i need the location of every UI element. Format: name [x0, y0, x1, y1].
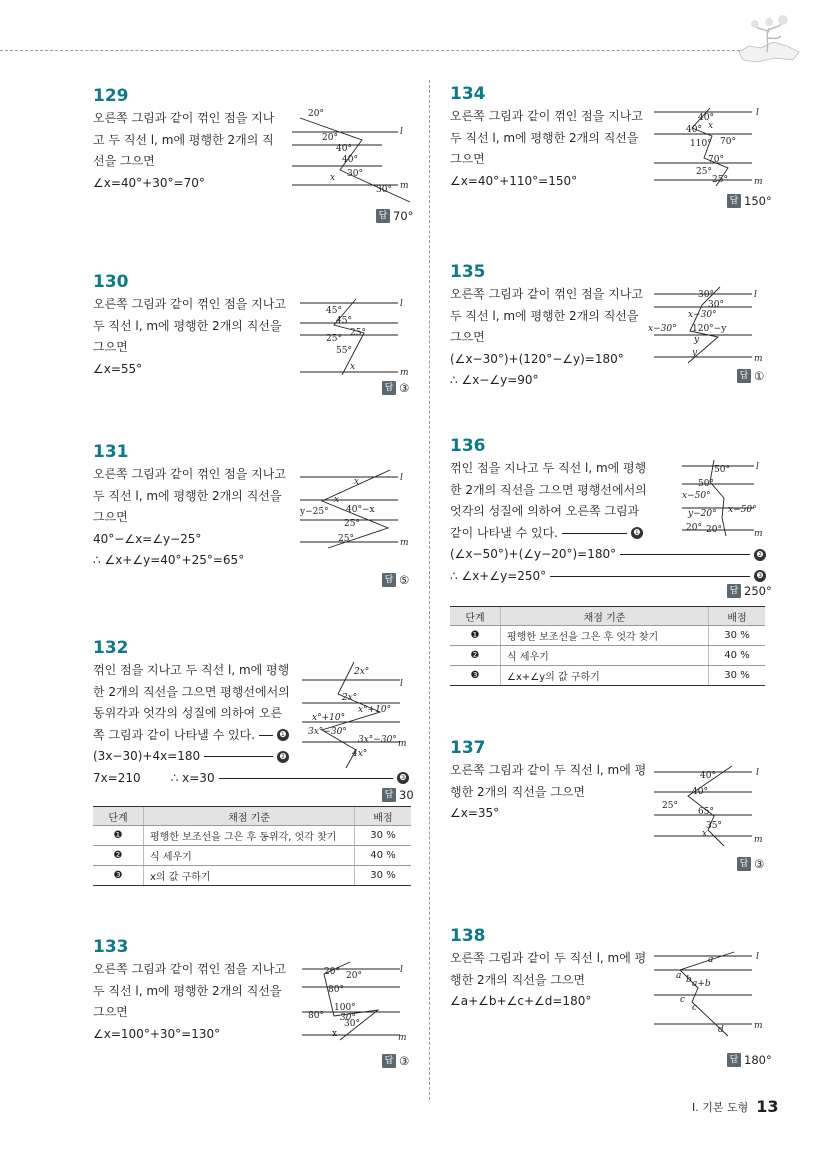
table-cell: 배점: [709, 607, 766, 626]
answer-value: 70°: [393, 209, 414, 223]
answer-135: [737, 369, 764, 383]
answer-value: 150°: [744, 194, 772, 208]
table-row: [450, 666, 765, 686]
answer-mark-icon: 답: [382, 381, 396, 395]
angle-label: l: [756, 462, 759, 472]
angle-label: 30°: [708, 300, 724, 310]
solution-line: ∠x=40°+30°=70°: [93, 175, 205, 190]
header-rule: [0, 50, 745, 51]
answer-134: [727, 194, 772, 208]
table-cell: 40 %: [709, 646, 766, 666]
angle-label: 20°: [324, 967, 340, 977]
table-cell: 30 %: [709, 666, 766, 686]
answer-130: [382, 381, 409, 395]
solution-line: 두 직선 l, m에 평행한 2개의 직선을: [93, 318, 282, 333]
figure-138: [652, 950, 767, 1038]
angle-label: 40°: [700, 771, 716, 781]
figure-136: [680, 458, 770, 538]
table-cell: 배점: [355, 807, 412, 826]
step-1-icon: ❶: [631, 527, 643, 539]
table-cell: ∠x+∠y의 값 구하기: [501, 666, 709, 686]
table-cell: ❸: [450, 666, 501, 686]
solution-line: 한 2개의 직선을 그으면 평행선에서의: [93, 684, 290, 699]
solution-line: 오른쪽 그림과 같이 꺾인 점을 지나고: [450, 287, 643, 301]
answer-value: ③: [399, 1054, 410, 1068]
answer-value: ③: [754, 857, 765, 871]
angle-label: x: [332, 1029, 338, 1039]
angle-label: l: [400, 679, 403, 689]
solution-line: 오른쪽 그림과 같이 꺾인 점을 지나고: [450, 109, 643, 123]
solution-line: 7x=210 ∴ x=30 ❸: [93, 768, 409, 790]
answer-value: ①: [754, 369, 765, 383]
figure-133: [300, 960, 415, 1042]
angle-label: l: [400, 127, 403, 137]
angle-label: a+b: [692, 979, 711, 989]
table-cell: ❷: [93, 846, 144, 866]
angle-label: b: [686, 975, 692, 985]
angle-label: 30°: [340, 1013, 356, 1023]
step-2-icon: ❷: [754, 549, 766, 561]
angle-label: l: [400, 299, 403, 309]
angle-label: x°+10°: [358, 705, 392, 715]
angle-label: x−30°: [688, 310, 717, 320]
answer-mark-icon: 답: [382, 788, 396, 802]
angle-label: m: [754, 177, 763, 187]
angle-label: 100°: [334, 1003, 356, 1013]
step-2-icon: ❷: [277, 751, 289, 763]
solution-line: ∠x=100°+30°=130°: [93, 1026, 221, 1041]
angle-label: 40°: [698, 113, 714, 123]
solution-line: 오른쪽 그림과 같이 꺾인 점을 지나고: [93, 467, 286, 481]
table-cell: 채점 기준: [501, 607, 709, 626]
solution-line: (∠x−50°)+(∠y−20°)=180° ❷: [450, 544, 766, 566]
angle-label: x: [334, 495, 340, 505]
solution-line: ∴ ∠x−∠y=90°: [450, 373, 539, 387]
table-cell: 30 %: [709, 626, 766, 646]
tree-logo-icon: [735, 8, 805, 66]
table-cell: 식 세우기: [501, 646, 709, 666]
solution-line: 그으면: [93, 1005, 128, 1019]
angle-label: 40°−x: [346, 505, 375, 515]
angle-label: m: [400, 368, 409, 378]
problem-number: 136: [450, 436, 486, 456]
answer-value: ③: [399, 381, 410, 395]
solution-line: 같이 나타낼 수 있다. ❶: [450, 523, 643, 545]
solution-line: 두 직선 l, m에 평행한 2개의 직선을: [93, 983, 282, 998]
angle-label: c: [692, 1003, 698, 1013]
solution-line: 두 직선 l, m에 평행한 2개의 직선을: [450, 130, 639, 145]
angle-label: d: [718, 1025, 724, 1035]
angle-label: 25°: [662, 801, 678, 811]
table-cell: 식 세우기: [144, 846, 355, 866]
answer-value: 180°: [744, 1053, 772, 1067]
solution-line: ∠a+∠b+∠c+∠d=180°: [450, 994, 592, 1008]
angle-label: 40°: [686, 125, 702, 135]
angle-label: 45°: [336, 316, 352, 326]
solution-line: 오른쪽 그림과 같이 꺾인 점을 지나고: [93, 297, 286, 311]
angle-label: m: [754, 529, 763, 539]
answer-mark-icon: 답: [737, 857, 751, 871]
answer-value: 30: [399, 788, 414, 802]
table-cell: 평행한 보조선을 그은 후 동위각, 엇각 찾기: [144, 826, 355, 846]
angle-label: 110°: [690, 139, 712, 149]
solution-line: 두 직선 l, m에 평행한 2개의 직선을: [450, 308, 639, 323]
answer-mark-icon: 답: [737, 369, 751, 383]
angle-label: 20°: [322, 133, 338, 143]
solution-line: 꺾인 점을 지나고 두 직선 l, m에 평행: [450, 461, 647, 475]
angle-label: l: [754, 290, 757, 300]
table-cell: 단계: [450, 607, 501, 626]
table-cell: 평행한 보조선을 그은 후 엇각 찾기: [501, 626, 709, 646]
solution-line: ∠x=55°: [93, 361, 143, 376]
angle-label: 30°: [698, 290, 714, 300]
answer-value: ⑤: [399, 573, 410, 587]
solution-line: 그으면: [93, 340, 128, 354]
angle-label: y−25°: [300, 507, 329, 517]
step-1-icon: ❶: [277, 729, 289, 741]
angle-label: y: [692, 348, 698, 358]
angle-label: 120°−y: [692, 324, 727, 334]
table-cell: 40 %: [355, 846, 412, 866]
angle-label: m: [398, 739, 407, 749]
angle-label: 20°: [706, 525, 722, 535]
angle-label: m: [400, 538, 409, 548]
problem-number: 134: [450, 84, 486, 104]
problem-number: 132: [93, 638, 129, 658]
problem-number: 137: [450, 738, 486, 758]
solution-line: 오른쪽 그림과 같이 두 직선 l, m에 평: [450, 763, 647, 777]
figure-134: [652, 106, 767, 188]
angle-label: 30°: [376, 185, 392, 195]
solution-line: ∠x=40°+110°=150°: [450, 173, 578, 188]
answer-131: [382, 573, 409, 587]
angle-label: 25°: [338, 534, 354, 544]
angle-label: 40°: [692, 787, 708, 797]
angle-label: x: [354, 477, 360, 487]
problem-number: 138: [450, 926, 486, 946]
angle-label: m: [754, 354, 763, 364]
answer-mark-icon: 답: [376, 209, 390, 223]
angle-label: m: [400, 181, 409, 191]
solution-line: 오른쪽 그림과 같이 두 직선 l, m에 평: [450, 951, 647, 965]
solution-line: 40°−∠x=∠y−25°: [93, 531, 202, 546]
table-cell: ❶: [93, 826, 144, 846]
table-cell: ❷: [450, 646, 501, 666]
angle-label: 40°: [342, 155, 358, 165]
angle-label: 45°: [326, 306, 342, 316]
angle-label: 20°: [346, 971, 362, 981]
angle-label: 30°: [344, 1019, 360, 1029]
angle-label: 40°: [336, 144, 352, 154]
page-footer: [692, 1097, 779, 1116]
angle-label: 80°: [328, 985, 344, 995]
answer-mark-icon: 답: [727, 194, 741, 208]
solution-line: 쪽 그림과 같이 나타낼 수 있다. ❶: [93, 725, 289, 747]
figure-130: [298, 295, 413, 380]
angle-label: 70°: [708, 155, 724, 165]
angle-label: m: [398, 1033, 407, 1043]
answer-mark-icon: 답: [382, 573, 396, 587]
answer-132: [382, 788, 414, 802]
solution-line: 오른쪽 그림과 같이 꺾인 점을 지나고: [93, 962, 286, 976]
angle-label: x: [350, 362, 356, 372]
angle-label: 4x°: [352, 749, 368, 759]
angle-label: 25°: [344, 519, 360, 529]
answer-133: [382, 1054, 409, 1068]
table-row: [450, 646, 765, 666]
answer-mark-icon: 답: [382, 1054, 396, 1068]
problem-number: 135: [450, 262, 486, 282]
solution-line: 동위각과 엇각의 성질에 의하여 오른: [93, 706, 283, 720]
table-cell: 30 %: [355, 866, 412, 886]
angle-label: 20°: [308, 109, 324, 119]
angle-label: 2x°: [342, 693, 358, 703]
problem-number: 130: [93, 272, 129, 292]
table-cell: ❶: [450, 626, 501, 646]
angle-label: 3x°−30°: [358, 735, 397, 745]
column-divider: [429, 80, 430, 1100]
solution-line: 행한 2개의 직선을 그으면: [450, 972, 585, 987]
angle-label: 20°: [686, 523, 702, 533]
answer-129: [376, 209, 413, 223]
solution-line: 오른쪽 그림과 같이 꺾인 점을 지나: [93, 111, 275, 125]
solution-line: 두 직선 l, m에 평행한 2개의 직선을: [93, 488, 282, 503]
solution-line: 그으면: [450, 330, 485, 344]
solution-line: 꺾인 점을 지나고 두 직선 l, m에 평행: [93, 663, 290, 677]
table-row: [450, 626, 765, 646]
angle-label: 3x°−30°: [308, 727, 347, 737]
angle-label: 35°: [706, 821, 722, 831]
angle-label: l: [756, 952, 759, 962]
angle-label: y: [694, 335, 700, 345]
step-3-icon: ❸: [397, 772, 409, 784]
answer-138: [727, 1053, 772, 1067]
problem-number: 131: [93, 442, 129, 462]
angle-label: l: [400, 965, 403, 975]
angle-label: y−20°: [688, 509, 717, 519]
angle-label: 80°: [308, 1011, 324, 1021]
table-cell: x의 값 구하기: [144, 866, 355, 886]
angle-label: a: [676, 971, 682, 981]
table-row: [93, 826, 411, 846]
solution-line: 그으면: [93, 510, 128, 524]
angle-label: x°+10°: [312, 713, 346, 723]
angle-label: x−50°: [728, 505, 757, 515]
answer-136: [727, 584, 772, 598]
problem-number: 129: [93, 86, 129, 106]
answer-mark-icon: 답: [727, 1053, 741, 1067]
angle-label: x: [702, 829, 708, 839]
step-3-icon: ❸: [754, 570, 766, 582]
solution-line: (3x−30)+4x=180 ❷: [93, 746, 289, 768]
grading-table-132: [93, 806, 411, 886]
angle-label: 25°: [326, 334, 342, 344]
answer-value: 250°: [744, 584, 772, 598]
angle-label: m: [754, 835, 763, 845]
solution-line: 고 두 직선 l, m에 평행한 2개의 직: [93, 132, 274, 147]
solution-line: 엇각의 성질에 의하여 오른쪽 그림과: [450, 504, 640, 518]
angle-label: 25°: [350, 328, 366, 338]
table-row: [93, 846, 411, 866]
figure-135: [648, 285, 768, 365]
angle-label: 25°: [712, 175, 728, 185]
table-row: [93, 866, 411, 886]
angle-label: x−30°: [648, 324, 677, 334]
grading-table-136: [450, 606, 765, 686]
answer-137: [737, 857, 764, 871]
problem-number: 133: [93, 937, 129, 957]
figure-137: [652, 764, 767, 846]
table-cell: 단계: [93, 807, 144, 826]
solution-line: 선을 그으면: [93, 154, 155, 168]
solution-line: 그으면: [450, 152, 485, 166]
angle-label: 65°: [698, 807, 714, 817]
solution-line: ∴ ∠x+∠y=250° ❸: [450, 566, 766, 588]
angle-label: 70°: [720, 137, 736, 147]
angle-label: l: [400, 473, 403, 483]
chapter-title: Ⅰ. 기본 도형: [692, 1100, 749, 1114]
figure-131: [298, 468, 413, 548]
angle-label: 50°: [698, 479, 714, 489]
angle-label: m: [754, 1021, 763, 1031]
angle-label: x: [708, 121, 714, 131]
table-cell: 채점 기준: [144, 807, 355, 826]
solution-line: (∠x−30°)+(120°−∠y)=180°: [450, 351, 624, 366]
solution-line: ∴ ∠x+∠y=40°+25°=65°: [93, 553, 245, 567]
answer-mark-icon: 답: [727, 584, 741, 598]
table-cell: ❸: [93, 866, 144, 886]
figure-132: [300, 660, 415, 770]
solution-line: ∠x=35°: [450, 806, 500, 820]
angle-label: 2x°: [354, 667, 370, 677]
angle-label: 55°: [336, 346, 352, 356]
angle-label: a: [708, 955, 714, 965]
solution-line: 한 2개의 직선을 그으면 평행선에서의: [450, 482, 647, 497]
angle-label: l: [756, 768, 759, 778]
page-number: 13: [756, 1097, 779, 1116]
angle-label: x: [330, 173, 336, 183]
angle-label: 30°: [347, 169, 363, 179]
angle-label: 50°: [714, 465, 730, 475]
angle-label: l: [756, 108, 759, 118]
angle-label: c: [680, 995, 686, 1005]
angle-label: 25°: [696, 167, 712, 177]
table-cell: 30 %: [355, 826, 412, 846]
solution-line: 행한 2개의 직선을 그으면: [450, 784, 585, 799]
figure-129: [290, 104, 415, 204]
angle-label: x−50°: [682, 491, 711, 501]
